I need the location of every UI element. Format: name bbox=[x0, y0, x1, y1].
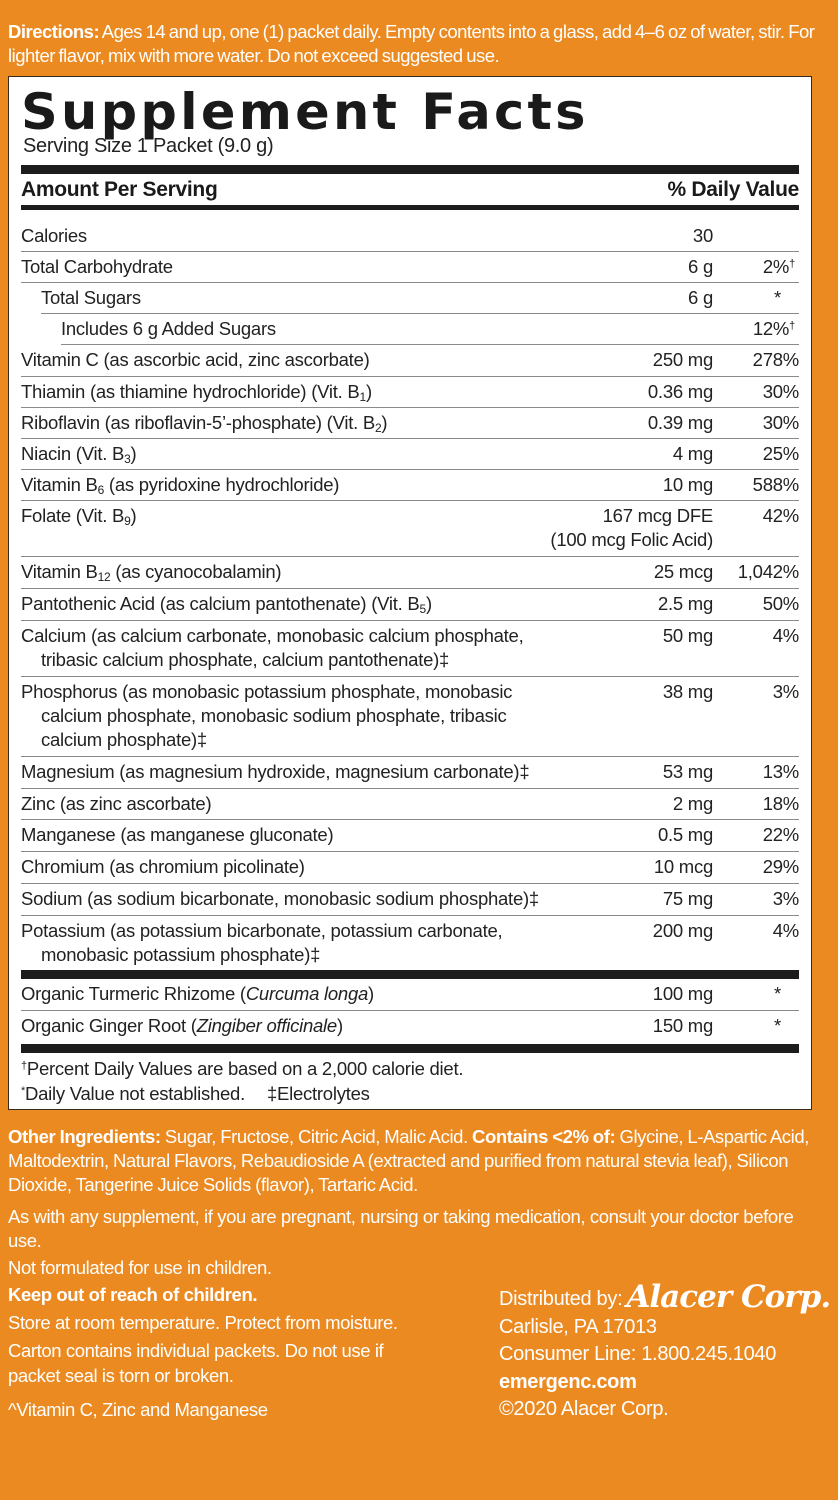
name-text: Calcium (as calcium carbonate, monobasic calcium phosphate, bbox=[21, 625, 524, 646]
other-ingredients bbox=[8, 1125, 830, 1197]
nutrient-name bbox=[21, 680, 611, 752]
name-text: Potassium (as potassium bicarbonate, potassium carbonate, bbox=[21, 920, 503, 941]
contains-label: Contains <2% of: bbox=[472, 1126, 616, 1147]
nutrient-row-vitamin-c bbox=[21, 345, 799, 377]
nutrient-row-manganese bbox=[21, 820, 799, 852]
name-text: (as pyridoxine hydrochloride) bbox=[104, 474, 340, 495]
children-warning: Not formulated for use in children. bbox=[8, 1257, 272, 1278]
nutrient-name: Magnesium (as magnesium hydroxide, magnesium carbonate)‡ bbox=[21, 761, 530, 782]
thick-divider bbox=[21, 165, 799, 174]
nutrient-amount: 25 mcg bbox=[653, 561, 713, 582]
nutrient-amount: 0.39 mg bbox=[647, 412, 713, 433]
name-subscript: 2 bbox=[374, 421, 382, 435]
name-text: Organic Turmeric Rhizome ( bbox=[21, 983, 246, 1004]
nutrient-dv: 1,042% bbox=[737, 561, 799, 582]
nutrient-name: Manganese (as manganese gluconate) bbox=[21, 824, 334, 845]
nutrient-name: Vitamin C (as ascorbic acid, zinc ascorbate) bbox=[21, 349, 370, 370]
nutrient-dv: 3% bbox=[772, 888, 799, 909]
nutrient-row-sodium bbox=[21, 884, 799, 916]
nutrient-name: Calories bbox=[21, 225, 87, 246]
name-text: calcium phosphate, monobasic sodium phosphate, tribasic bbox=[41, 705, 507, 726]
nutrient-name bbox=[21, 504, 611, 528]
name-text: calcium phosphate)‡ bbox=[41, 729, 207, 750]
nutrient-row-total-sugars bbox=[41, 283, 799, 314]
name-text: Vitamin B bbox=[21, 561, 98, 582]
nutrient-amount: 2.5 mg bbox=[657, 593, 713, 614]
distributor-line bbox=[499, 1279, 831, 1315]
nutrient-amount: 30 bbox=[692, 225, 713, 246]
amount-per-serving-label: Amount Per Serving bbox=[21, 178, 218, 201]
nutrient-name bbox=[21, 592, 611, 616]
name-text: Riboflavin (as riboflavin-5’-phosphate) (Vit. B bbox=[21, 412, 375, 433]
footnote-text: Percent Daily Values are based on a 2,000 calorie diet. bbox=[26, 1058, 464, 1079]
name-subscript: 3 bbox=[124, 452, 131, 466]
nutrient-dv: 22% bbox=[762, 824, 799, 845]
nutrient-dv: 18% bbox=[762, 793, 799, 814]
footnotes bbox=[21, 1053, 799, 1113]
name-text: Organic Ginger Root ( bbox=[21, 1015, 197, 1036]
distributed-by-label: Distributed by: bbox=[499, 1288, 623, 1310]
name-text: ) bbox=[368, 983, 374, 1004]
name-text: Niacin (Vit. B bbox=[21, 443, 125, 464]
name-text: ) bbox=[425, 593, 432, 614]
botanical-amount: 150 mg bbox=[652, 1015, 713, 1036]
website-line bbox=[499, 1369, 830, 1397]
dagger-mark: † bbox=[21, 1060, 27, 1072]
dagger-mark: † bbox=[789, 258, 795, 270]
nutrient-name: Total Sugars bbox=[41, 287, 141, 308]
panel-title: Supplement Facts bbox=[21, 83, 589, 141]
serving-size: Serving Size 1 Packet (9.0 g) bbox=[23, 135, 274, 157]
nutrient-amount: 6 g bbox=[688, 287, 713, 308]
footnote-text: Daily Value not established. bbox=[25, 1083, 245, 1104]
thick-divider bbox=[21, 1044, 799, 1053]
nutrient-row-phosphorus bbox=[21, 677, 799, 757]
nutrient-amount: 0.5 mg bbox=[657, 824, 713, 845]
medium-divider bbox=[21, 205, 799, 210]
nutrient-dv: 30% bbox=[762, 412, 799, 433]
botanical-dv: * bbox=[774, 1015, 781, 1036]
dv-value: 2% bbox=[762, 256, 790, 277]
consumer-line: Consumer Line: 1.800.245.1040 bbox=[499, 1343, 777, 1365]
nutrient-dv: 42% bbox=[762, 505, 799, 526]
nutrient-row-vitamin-b6 bbox=[21, 470, 799, 501]
nutrient-row-calcium bbox=[21, 621, 799, 677]
dv-value: 12% bbox=[752, 318, 790, 339]
name-text: ) bbox=[130, 505, 137, 526]
nutrient-row-folate bbox=[21, 501, 799, 557]
asterisk-mark: * bbox=[21, 1085, 26, 1097]
keep-out-text: Keep out of reach of children. bbox=[8, 1284, 258, 1305]
directions-body: Ages 14 and up, one (1) packet daily. Empty contents into a glass, add 4–6 oz of water, stir. For lighter flavor, mix with more water. Do not exceed suggested use. bbox=[8, 21, 815, 66]
nutrient-amount: 4 mg bbox=[672, 443, 713, 464]
nutrient-row-calories bbox=[21, 221, 799, 252]
nutrient-amount: 10 mcg bbox=[653, 856, 713, 877]
nutrient-name: Sodium (as sodium bicarbonate, monobasic sodium phosphate)‡ bbox=[21, 888, 539, 909]
keep-out-warning bbox=[8, 1283, 257, 1308]
amount-line: 167 mcg DFE bbox=[602, 505, 713, 526]
nutrient-name bbox=[21, 624, 611, 672]
nutrient-dv: 25% bbox=[762, 443, 799, 464]
nutrient-amount: 38 mg bbox=[662, 681, 713, 702]
nutrient-name bbox=[21, 411, 611, 435]
nutrient-dv: 30% bbox=[762, 381, 799, 402]
nutrient-amount: 10 mg bbox=[662, 474, 713, 495]
nutrient-dv: 13% bbox=[762, 761, 799, 782]
name-text: ) bbox=[381, 412, 388, 433]
nutrient-row-riboflavin bbox=[21, 408, 799, 439]
nutrient-amount: 200 mg bbox=[652, 920, 713, 941]
nutrient-dv: 3% bbox=[772, 681, 799, 702]
nutrient-row-pantothenic-acid bbox=[21, 589, 799, 621]
nutrient-name bbox=[21, 442, 611, 466]
nutrient-row-thiamin bbox=[21, 377, 799, 408]
dagger-mark: † bbox=[789, 320, 795, 332]
copyright: ©2020 Alacer Corp. bbox=[499, 1398, 669, 1420]
nutrient-amount: 53 mg bbox=[662, 761, 713, 782]
nutrient-name bbox=[21, 380, 611, 404]
name-text: Pantothenic Acid (as calcium pantothenate) (Vit. B bbox=[21, 593, 420, 614]
nutrient-row-added-sugars bbox=[61, 314, 799, 345]
nutrient-row-niacin bbox=[21, 439, 799, 470]
nutrient-dv: 50% bbox=[762, 593, 799, 614]
latin-name: Curcuma longa bbox=[245, 983, 369, 1004]
nutrient-dv: 29% bbox=[762, 856, 799, 877]
caret-note: ^Vitamin C, Zinc and Manganese bbox=[8, 1399, 268, 1420]
nutrient-name: Chromium (as chromium picolinate) bbox=[21, 856, 305, 877]
website-link[interactable]: emergenc.com bbox=[499, 1370, 637, 1393]
nutrient-dv: 588% bbox=[752, 474, 799, 495]
contains-text: Glycine, L-Aspartic Acid, Maltodextrin, Natural Flavors, Rebaudioside A (extracted and purified from natural stevia leaf), Silicon Dioxide, Tangerine Juice Solids (flavor), Tartaric Acid. bbox=[8, 1126, 809, 1195]
daily-value-label: % Daily Value bbox=[667, 178, 799, 201]
nutrient-row-potassium bbox=[21, 916, 799, 968]
name-subscript: 9 bbox=[124, 514, 131, 528]
botanical-amount: 100 mg bbox=[652, 983, 713, 1004]
name-subscript: 6 bbox=[97, 483, 105, 497]
footnote-electrolytes: ‡Electrolytes bbox=[266, 1083, 370, 1104]
footnote-daily-values bbox=[21, 1058, 463, 1080]
nutrient-dv: 4% bbox=[772, 625, 799, 646]
name-subscript: 1 bbox=[359, 390, 366, 404]
alacer-corp-logo: Alacer Corp. bbox=[626, 1279, 831, 1315]
nutrient-name bbox=[21, 919, 611, 967]
carton-note-line: packet seal is torn or broken. bbox=[8, 1364, 234, 1386]
nutrient-name: Includes 6 g Added Sugars bbox=[61, 318, 276, 339]
directions-text bbox=[8, 20, 830, 67]
name-text: Folate (Vit. B bbox=[21, 505, 125, 526]
directions-label: Directions: bbox=[8, 21, 100, 42]
nutrient-row-chromium bbox=[21, 852, 799, 884]
botanical-row-ginger bbox=[21, 1011, 799, 1041]
carton-note bbox=[8, 1339, 383, 1388]
name-text: Vitamin B bbox=[21, 474, 98, 495]
nutrient-dv bbox=[763, 255, 795, 279]
pregnancy-warning: As with any supplement, if you are pregnant, nursing or taking medication, consult your doctor before use. bbox=[8, 1206, 794, 1251]
name-subscript: 5 bbox=[419, 602, 426, 616]
amount-line: (100 mcg Folic Acid) bbox=[550, 529, 713, 550]
amount-header bbox=[21, 176, 799, 204]
nutrient-name bbox=[21, 473, 611, 497]
carton-note-line: Carton contains individual packets. Do not use if bbox=[8, 1340, 384, 1361]
nutrient-row-zinc bbox=[21, 789, 799, 820]
name-text: ) bbox=[336, 1015, 343, 1036]
nutrient-dv: 278% bbox=[752, 349, 799, 370]
name-text: Thiamin (as thiamine hydrochloride) (Vit. B bbox=[21, 381, 360, 402]
nutrient-dv bbox=[753, 317, 795, 341]
distributor-info bbox=[499, 1279, 831, 1424]
thick-divider bbox=[21, 970, 799, 979]
name-text: monobasic potassium phosphate)‡ bbox=[41, 944, 321, 965]
distributor-address: Carlisle, PA 17013 bbox=[499, 1315, 657, 1338]
nutrient-amount: 2 mg bbox=[672, 793, 713, 814]
name-text: (as cyanocobalamin) bbox=[110, 561, 282, 582]
nutrient-row-magnesium bbox=[21, 757, 799, 789]
botanical-name bbox=[21, 1014, 611, 1038]
other-ingredients-text: Sugar, Fructose, Citric Acid, Malic Acid. bbox=[160, 1126, 473, 1147]
nutrient-list bbox=[21, 221, 799, 1113]
nutrient-amount: 50 mg bbox=[662, 625, 713, 646]
other-ingredients-label: Other Ingredients: bbox=[8, 1126, 161, 1147]
nutrient-name: Total Carbohydrate bbox=[21, 256, 173, 277]
nutrient-name bbox=[21, 560, 611, 584]
supplement-facts-panel bbox=[8, 76, 812, 1110]
nutrient-amount: 6 g bbox=[688, 256, 713, 277]
storage-note: Store at room temperature. Protect from moisture. bbox=[8, 1312, 398, 1333]
footnote-not-established bbox=[21, 1083, 370, 1105]
botanical-dv: * bbox=[774, 983, 781, 1004]
latin-name: Zingiber officinale bbox=[196, 1015, 337, 1036]
botanical-row-turmeric bbox=[21, 979, 799, 1011]
nutrient-amount: 0.36 mg bbox=[647, 381, 713, 402]
nutrient-dv: * bbox=[774, 287, 781, 308]
botanical-name bbox=[21, 982, 611, 1006]
nutrient-amount bbox=[550, 504, 713, 552]
nutrient-name: Zinc (as zinc ascorbate) bbox=[21, 793, 212, 814]
nutrient-amount: 75 mg bbox=[662, 888, 713, 909]
nutrient-row-total-carbohydrate bbox=[21, 252, 799, 283]
nutrient-row-vitamin-b12 bbox=[21, 557, 799, 589]
name-subscript: 12 bbox=[97, 570, 111, 584]
name-text: ) bbox=[130, 443, 137, 464]
nutrient-amount: 250 mg bbox=[652, 349, 713, 370]
name-text: tribasic calcium phosphate, calcium pantothenate)‡ bbox=[41, 649, 450, 670]
nutrient-dv: 4% bbox=[772, 920, 799, 941]
name-text: Phosphorus (as monobasic potassium phosphate, monobasic bbox=[21, 681, 513, 702]
name-text: ) bbox=[365, 381, 372, 402]
